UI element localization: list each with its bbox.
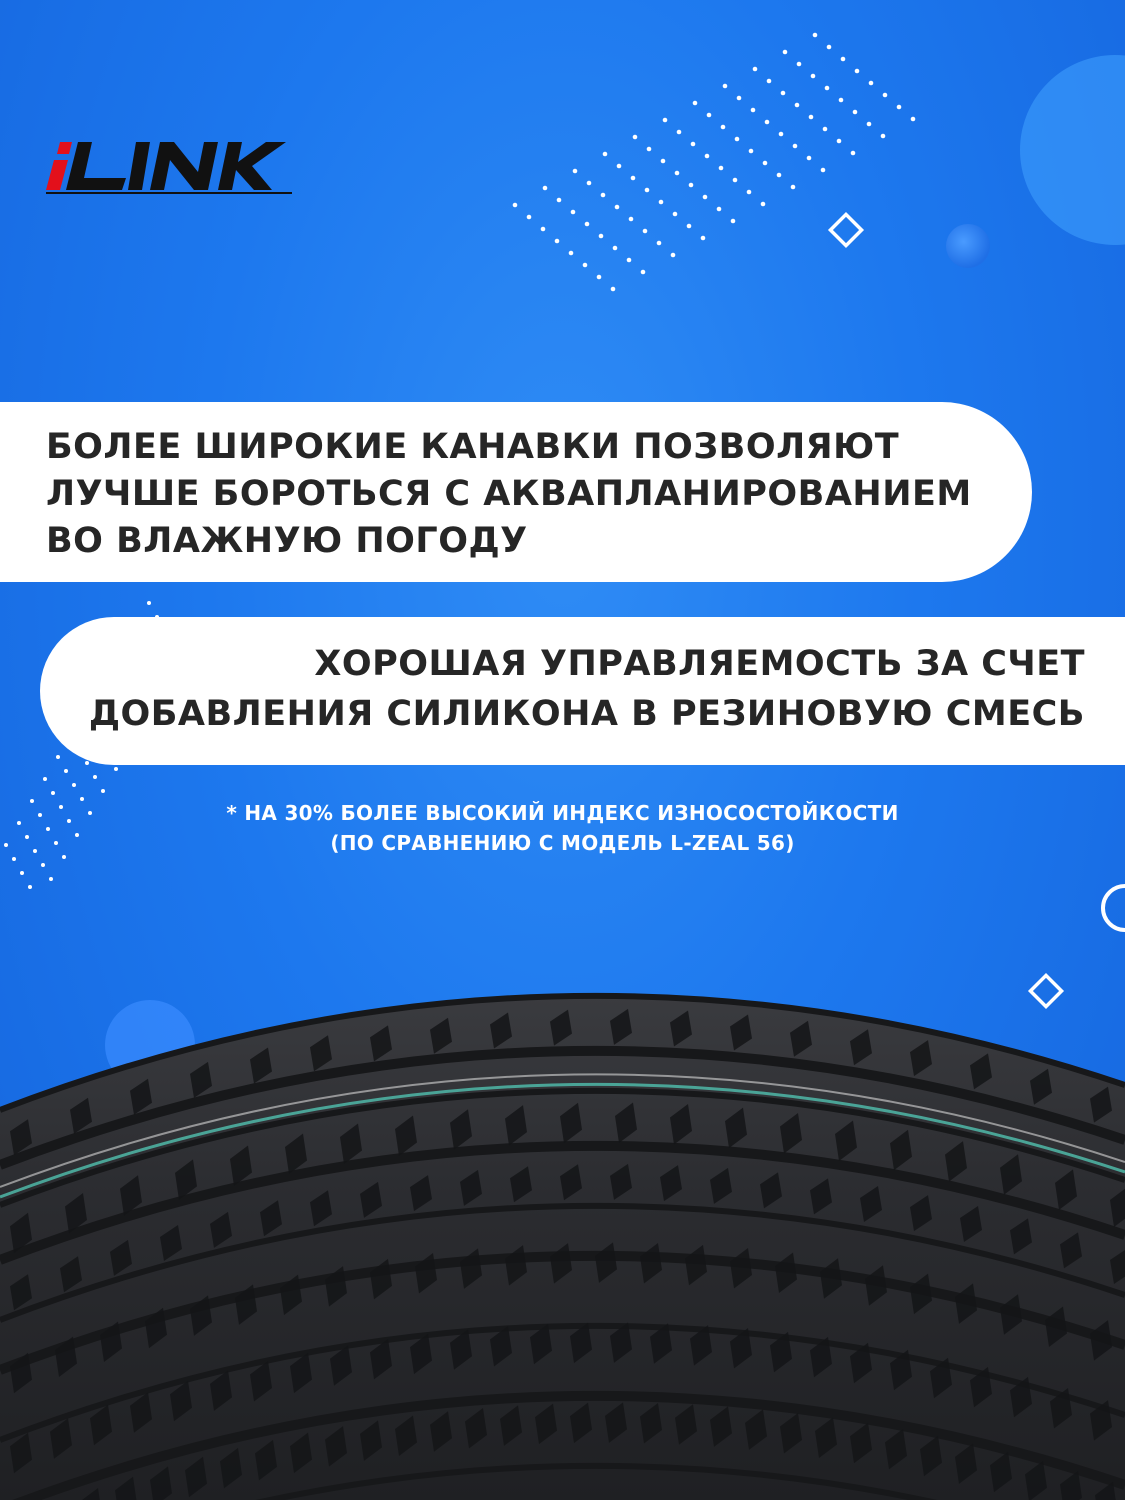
feature-text-line: БОЛЕЕ ШИРОКИЕ КАНАВКИ ПОЗВОЛЯЮТ	[46, 427, 900, 467]
feature-text-line: ЛУЧШЕ БОРОТЬСЯ С АКВАПЛАНИРОВАНИЕМ	[46, 474, 972, 514]
feature-text-line: ВО ВЛАЖНУЮ ПОГОДУ	[46, 521, 528, 561]
footnote-line: (ПО СРАВНЕНИЮ С МОДЕЛЬ L-ZEAL 56)	[330, 831, 795, 855]
feature-text-line: ХОРОШАЯ УПРАВЛЯЕМОСТЬ ЗА СЧЕТ	[314, 644, 1085, 684]
dot-pattern-top	[513, 33, 916, 292]
tire-tread-image	[0, 935, 1125, 1500]
footnote-line: * НА 30% БОЛЕЕ ВЫСОКИЙ ИНДЕКС ИЗНОСОСТОЙКОСТИ	[226, 801, 899, 825]
footnote	[0, 798, 1125, 858]
feature-banner-grooves	[0, 402, 1032, 582]
feature-text-line: ДОБАВЛЕНИЯ СИЛИКОНА В РЕЗИНОВУЮ СМЕСЬ	[88, 694, 1085, 734]
ilink-logo	[40, 128, 302, 194]
large-orb	[1020, 55, 1125, 245]
diamond-icon	[830, 214, 861, 245]
ring-icon	[1103, 886, 1125, 930]
small-orb	[946, 224, 990, 268]
feature-banner-handling	[40, 617, 1125, 765]
